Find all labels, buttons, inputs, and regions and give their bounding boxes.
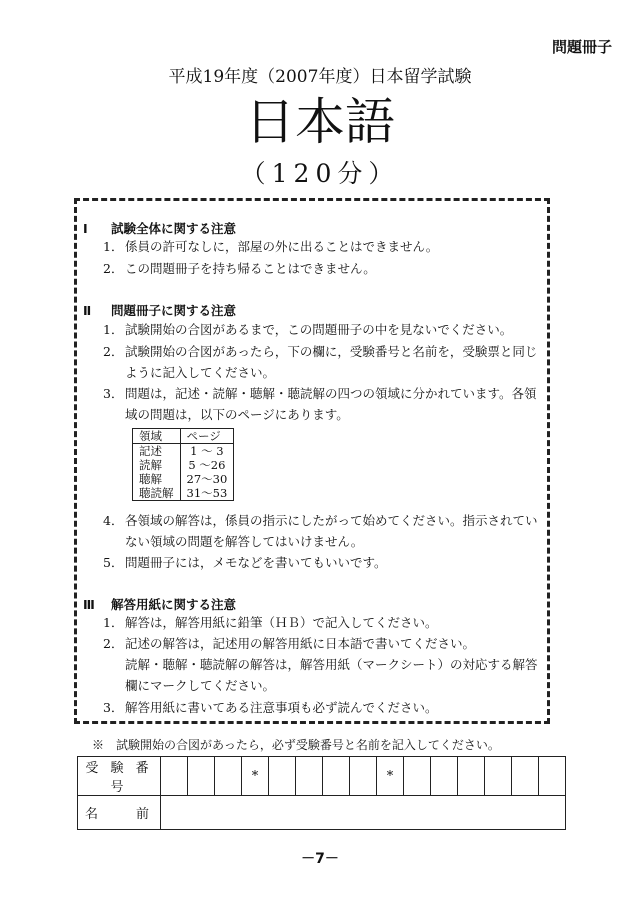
table-row xyxy=(133,458,234,472)
table-header-row xyxy=(133,429,234,444)
exam-number-box[interactable] xyxy=(296,757,323,796)
notice-item xyxy=(103,236,543,257)
exam-number-box[interactable] xyxy=(323,757,350,796)
section-number: Ⅱ xyxy=(83,303,92,318)
item-text-continued: 欄にマークしてください。 xyxy=(125,678,276,693)
item-text: 解答は，解答用紙に鉛筆（ＨＢ）で記入してください。 xyxy=(125,615,438,630)
item-number: 5． xyxy=(103,555,124,570)
item-text-continued: ない領域の問題を解答してはいけません。 xyxy=(125,534,364,549)
exam-number-box[interactable] xyxy=(458,757,485,796)
notice-item xyxy=(103,510,543,552)
item-number: 4． xyxy=(103,513,124,528)
item-text: 係員の許可なしに，部屋の外に出ることはできません。 xyxy=(125,239,439,254)
notice-box xyxy=(74,198,550,724)
item-number: 1． xyxy=(103,322,124,337)
item-text: 試験開始の合図があるまで，この問題冊子の中を見ないでください。 xyxy=(125,322,513,337)
item-number: 2． xyxy=(103,344,124,359)
exam-number-box[interactable] xyxy=(404,757,431,796)
section-number: Ⅲ xyxy=(83,597,95,612)
section-heading-general xyxy=(83,219,236,237)
item-number: 2． xyxy=(103,636,124,651)
item-number: 1． xyxy=(103,239,124,254)
item-text: 問題は，記述・読解・聴解・聴読解の四つの領域に分かれています。各領 xyxy=(125,386,537,401)
item-text: 解答用紙に書いてある注意事項も必ず読んでください。 xyxy=(125,700,438,715)
exam-number-label: 受 験 番 号 xyxy=(78,757,161,796)
footnote: ※ 試験開始の合図があったら，必ず受験番号と名前を記入してください。 xyxy=(92,738,500,752)
exam-number-box[interactable] xyxy=(161,757,188,796)
item-text-continued: 域の問題は，以下のページにあります。 xyxy=(125,407,349,422)
notice-item xyxy=(103,258,543,279)
exam-number-box[interactable] xyxy=(269,757,296,796)
notice-item xyxy=(103,633,543,696)
item-text: 試験開始の合図があったら，下の欄に，受験番号と名前を，受験票と同じ xyxy=(125,344,538,359)
item-number: 2． xyxy=(103,261,124,276)
subject-title: 日本語 xyxy=(245,93,395,151)
item-number: 3． xyxy=(103,386,124,401)
name-field[interactable] xyxy=(161,796,566,830)
table-cell-pages: 1 ～ 3 xyxy=(180,444,234,459)
table-row xyxy=(133,472,234,486)
table-cell-area: 読解 xyxy=(133,458,181,472)
section-heading-answer-sheet xyxy=(83,595,236,613)
exam-title: 平成19年度（2007年度）日本留学試験 xyxy=(168,67,472,87)
table-cell-pages: 5 ～26 xyxy=(180,458,234,472)
exam-number-box[interactable] xyxy=(188,757,215,796)
item-text: この問題冊子を持ち帰ることはできません。 xyxy=(125,261,376,276)
notice-item xyxy=(103,552,543,573)
item-text-continued: 読解・聴解・聴読解の解答は，解答用紙（マークシート）の対応する解答 xyxy=(125,657,538,672)
page-range-table xyxy=(132,428,234,501)
section-heading-booklet xyxy=(83,301,236,319)
table-header: ページ xyxy=(180,429,234,444)
exam-number-box[interactable] xyxy=(215,757,242,796)
table-row xyxy=(133,486,234,501)
notice-item xyxy=(103,383,543,425)
notice-item xyxy=(103,341,543,383)
notice-item xyxy=(103,697,543,718)
exam-number-box[interactable] xyxy=(350,757,377,796)
item-text-continued: ように記入してください。 xyxy=(125,365,276,380)
item-number: 3． xyxy=(103,700,124,715)
table-cell-pages: 31～53 xyxy=(180,486,234,501)
table-header: 領域 xyxy=(133,429,181,444)
table-row xyxy=(133,444,234,459)
section-title: 問題冊子に関する注意 xyxy=(111,303,237,318)
section-number: Ⅰ xyxy=(83,221,88,236)
notice-item xyxy=(103,612,543,633)
item-text: 各領域の解答は，係員の指示にしたがって始めてください。指示されてい xyxy=(125,513,538,528)
name-row xyxy=(78,796,566,830)
exam-number-box[interactable] xyxy=(485,757,512,796)
answer-form xyxy=(77,756,566,830)
table-cell-area: 聴読解 xyxy=(133,486,181,501)
exam-number-separator: * xyxy=(242,757,269,796)
name-label: 名 前 xyxy=(78,796,161,830)
exam-number-row xyxy=(78,757,566,796)
item-text: 記述の解答は，記述用の解答用紙に日本語で書いてください。 xyxy=(125,636,476,651)
table-cell-pages: 27～30 xyxy=(180,472,234,486)
notice-item xyxy=(103,319,543,340)
section-title: 解答用紙に関する注意 xyxy=(111,597,237,612)
page-number: －7－ xyxy=(301,851,339,867)
exam-number-box[interactable] xyxy=(539,757,566,796)
item-text: 問題冊子には，メモなどを書いてもいいです。 xyxy=(125,555,387,570)
table-cell-area: 聴解 xyxy=(133,472,181,486)
section-title: 試験全体に関する注意 xyxy=(111,221,237,236)
exam-number-box[interactable] xyxy=(512,757,539,796)
table-cell-area: 記述 xyxy=(133,444,181,459)
exam-duration: （120分） xyxy=(240,159,400,188)
exam-number-box[interactable] xyxy=(431,757,458,796)
item-number: 1． xyxy=(103,615,124,630)
booklet-label: 問題冊子 xyxy=(551,38,612,56)
exam-number-separator: * xyxy=(377,757,404,796)
